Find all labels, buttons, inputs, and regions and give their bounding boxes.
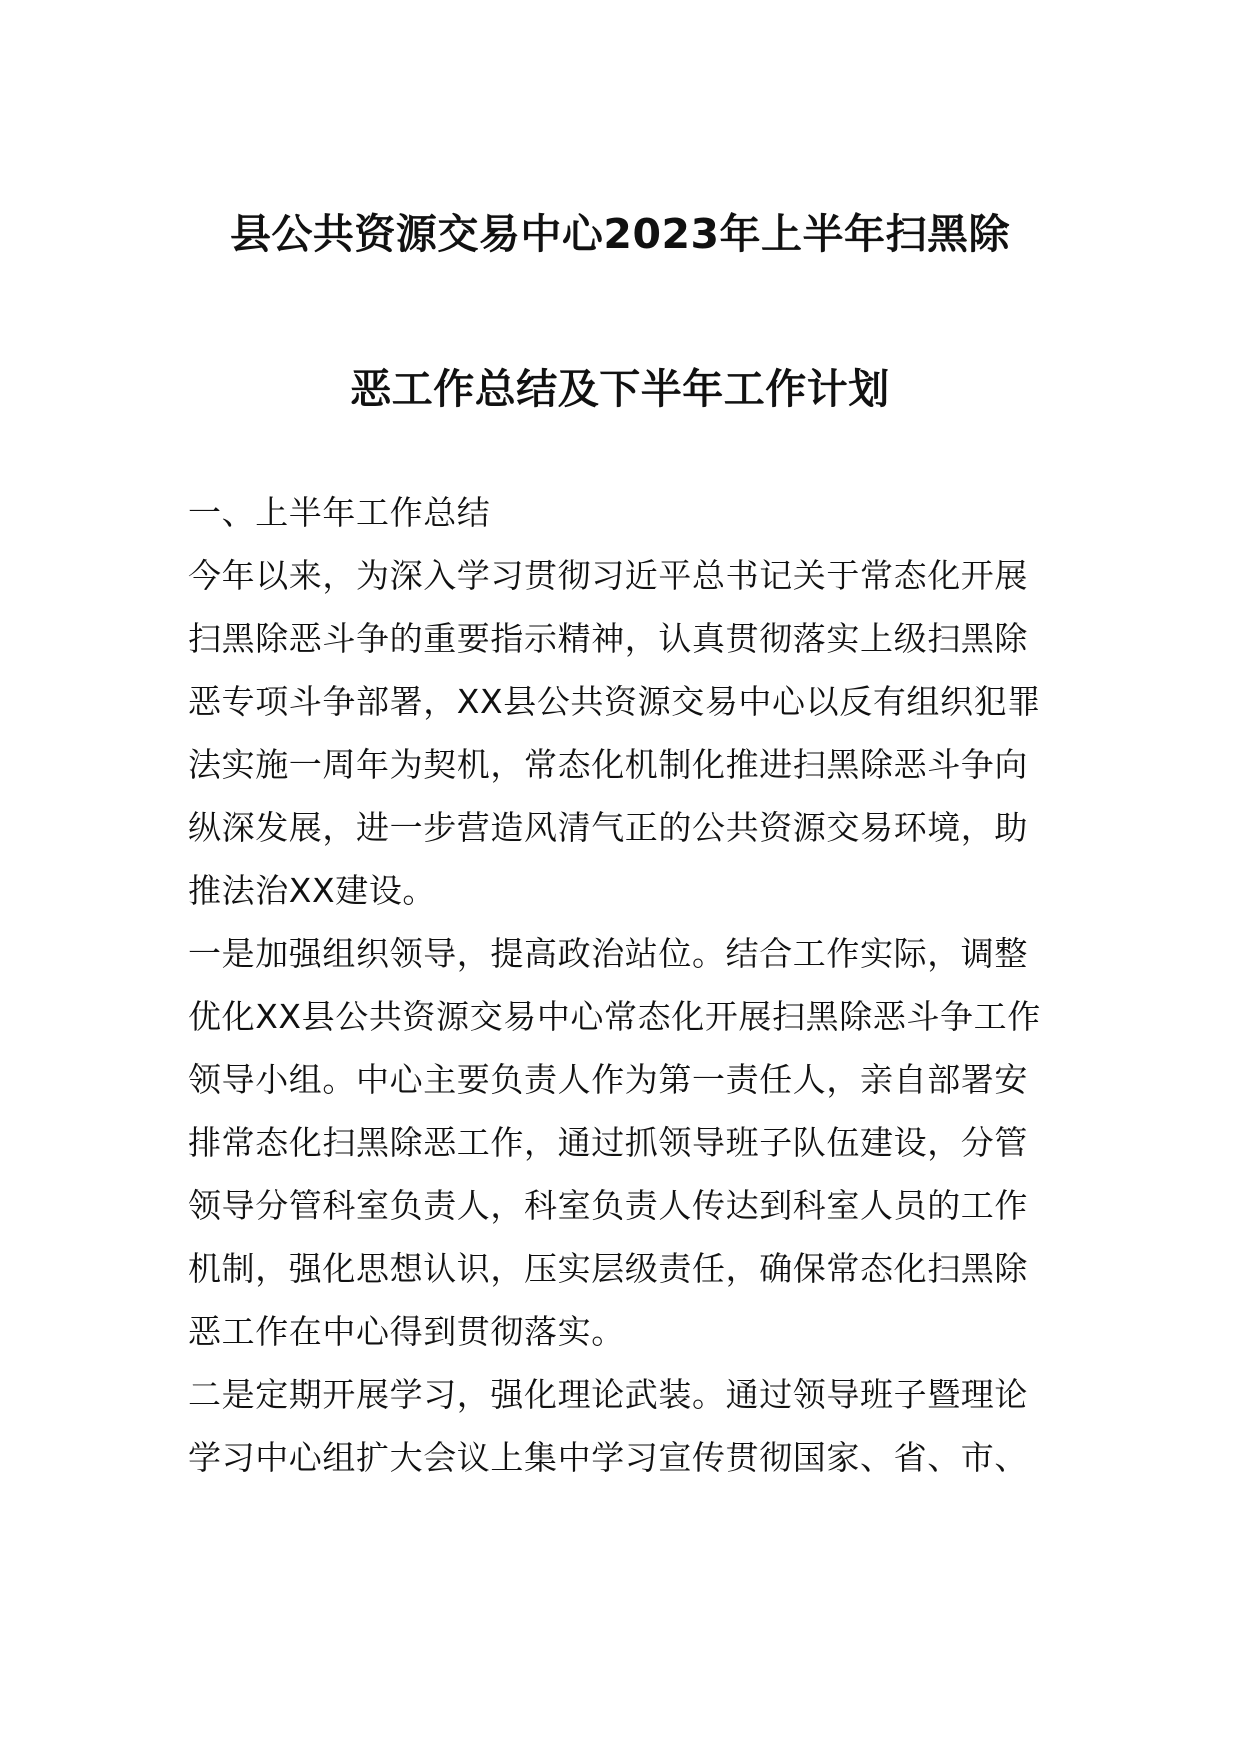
body-line: 恶工作在中心得到贯彻落实。 (188, 1312, 625, 1351)
body-line: 机制，强化思想认识，压实层级责任，确保常态化扫黑除 (188, 1249, 1028, 1288)
body-line: 今年以来，为深入学习贯彻习近平总书记关于常态化开展 (188, 556, 1028, 595)
body-line: 领导分管科室负责人，科室负责人传达到科室人员的工作 (188, 1186, 1028, 1225)
body-line: 一是加强组织领导，提高政治站位。结合工作实际，调整 (188, 934, 1028, 973)
body-line: 学习中心组扩大会议上集中学习宣传贯彻国家、省、市、 (188, 1438, 1028, 1477)
body-line: 排常态化扫黑除恶工作，通过抓领导班子队伍建设，分管 (188, 1123, 1028, 1162)
body-line: 领导小组。中心主要负责人作为第一责任人，亲自部署安 (188, 1060, 1028, 1099)
document-title-line-1: 县公共资源交易中心2023年上半年扫黑除 (229, 210, 1011, 258)
body-line: 二是定期开展学习，强化理论武装。通过领导班子暨理论 (188, 1375, 1028, 1414)
body-line: 推法治XX建设。 (188, 871, 437, 910)
body-line: 优化XX县公共资源交易中心常态化开展扫黑除恶斗争工作 (188, 997, 1041, 1036)
body-line: 恶专项斗争部署，XX县公共资源交易中心以反有组织犯罪 (188, 682, 1041, 721)
body-line: 纵深发展，进一步营造风清气正的公共资源交易环境，助 (188, 808, 1028, 847)
document-title-line-2: 恶工作总结及下半年工作计划 (350, 365, 890, 413)
body-line: 法实施一周年为契机，常态化机制化推进扫黑除恶斗争向 (188, 745, 1028, 784)
body-line: 扫黑除恶斗争的重要指示精神，认真贯彻落实上级扫黑除 (188, 619, 1028, 658)
section-heading: 一、上半年工作总结 (188, 493, 491, 532)
